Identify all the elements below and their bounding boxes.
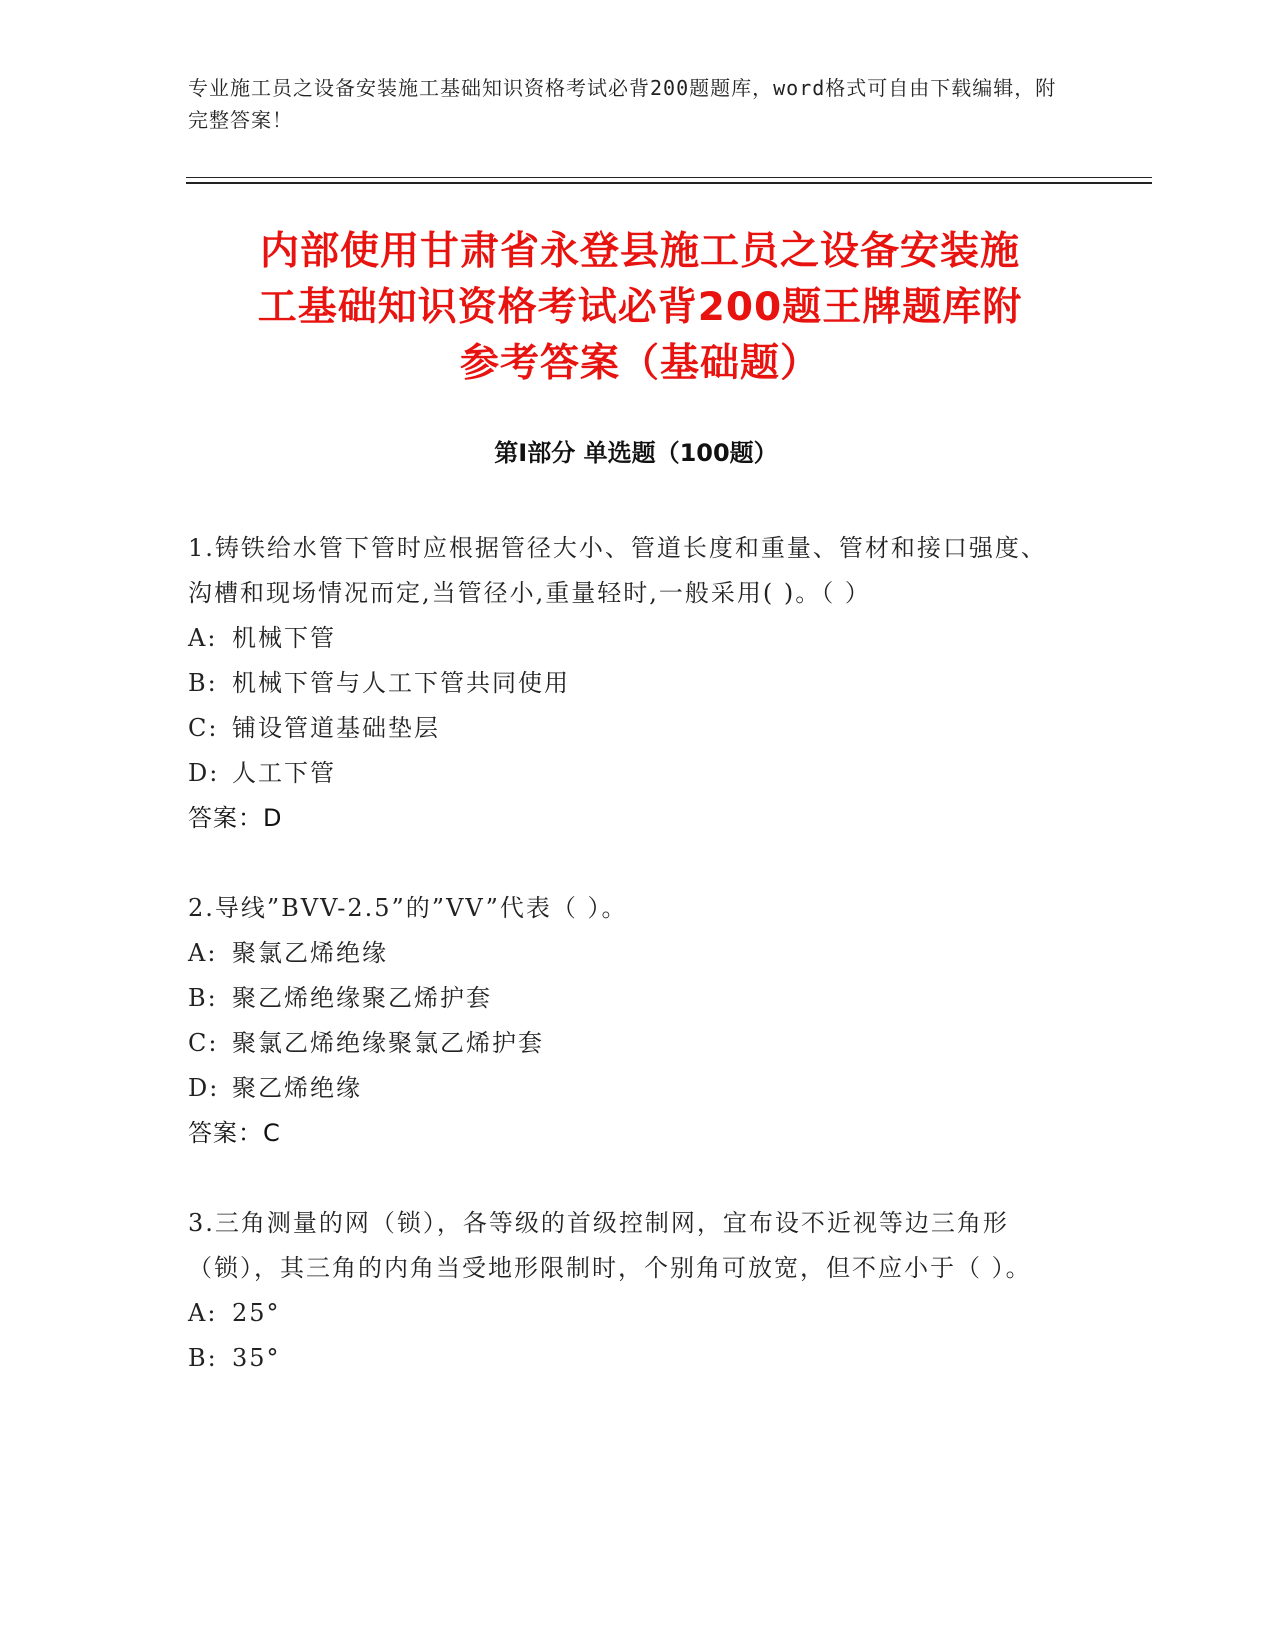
option-text: 铺设管道基础垫层 [232,714,440,742]
option-key: B: [188,1344,218,1372]
title-line: 内部使用甘肃省永登县施工员之设备安装施 [259,229,1020,274]
option-c [188,1021,1068,1066]
option-key: A: [188,624,218,652]
option-a [188,931,1068,976]
option-b [188,976,1068,1021]
option-key: C: [188,714,219,742]
option-text: 聚氯乙烯绝缘聚氯乙烯护套 [232,1029,544,1057]
question-item [188,1201,1068,1381]
question-stem: 1.铸铁给水管下管时应根据管径大小、管道长度和重量、管材和接口强度、沟槽和现场情况而定,当管径小,重量轻时,一般采用( )。（ ） [188,534,1047,607]
question-list [188,526,1068,1426]
title-line: 工基础知识资格考试必背200题王牌题库附 [257,285,1023,330]
option-text: 机械下管与人工下管共同使用 [232,669,570,697]
option-text: 聚乙烯绝缘 [232,1074,362,1102]
title-line: 参考答案（基础题） [459,341,820,386]
option-a [188,616,1068,661]
answer-line: 答案：D [188,804,283,832]
answer-line: 答案：C [188,1119,281,1147]
option-c [188,706,1068,751]
option-key: B: [188,669,218,697]
option-b [188,661,1068,706]
option-key: A: [188,1299,218,1327]
option-b [188,1336,1068,1381]
header-rule-thick [186,182,1152,184]
option-key: B: [188,984,218,1012]
option-text: 人工下管 [232,759,336,787]
option-d [188,751,1068,796]
document-title [190,224,1090,392]
question-stem: 3.三角测量的网（锁），各等级的首级控制网，宜布设不近视等边三角形（锁），其三角的内角当受地形限制时，个别角可放宽，但不应小于（ ）。 [188,1209,1032,1282]
option-a [188,1291,1068,1336]
option-text: 机械下管 [232,624,336,652]
header-rule-thin [186,177,1152,178]
option-key: D: [188,759,220,787]
header-note: 专业施工员之设备安装施工基础知识资格考试必背200题题库，word格式可自由下载编辑，附完整答案！ [188,76,1057,132]
section-title: 第Ⅰ部分 单选题（100题） [494,439,778,467]
question-item [188,526,1068,841]
question-item [188,886,1068,1156]
option-text: 25° [232,1299,281,1327]
option-key: C: [188,1029,219,1057]
question-stem: 2.导线”BVV-2.5”的”VV”代表（ ）。 [188,894,628,922]
option-d [188,1066,1068,1111]
option-key: A: [188,939,218,967]
option-text: 35° [232,1344,281,1372]
option-key: D: [188,1074,220,1102]
option-text: 聚氯乙烯绝缘 [232,939,388,967]
option-text: 聚乙烯绝缘聚乙烯护套 [232,984,492,1012]
